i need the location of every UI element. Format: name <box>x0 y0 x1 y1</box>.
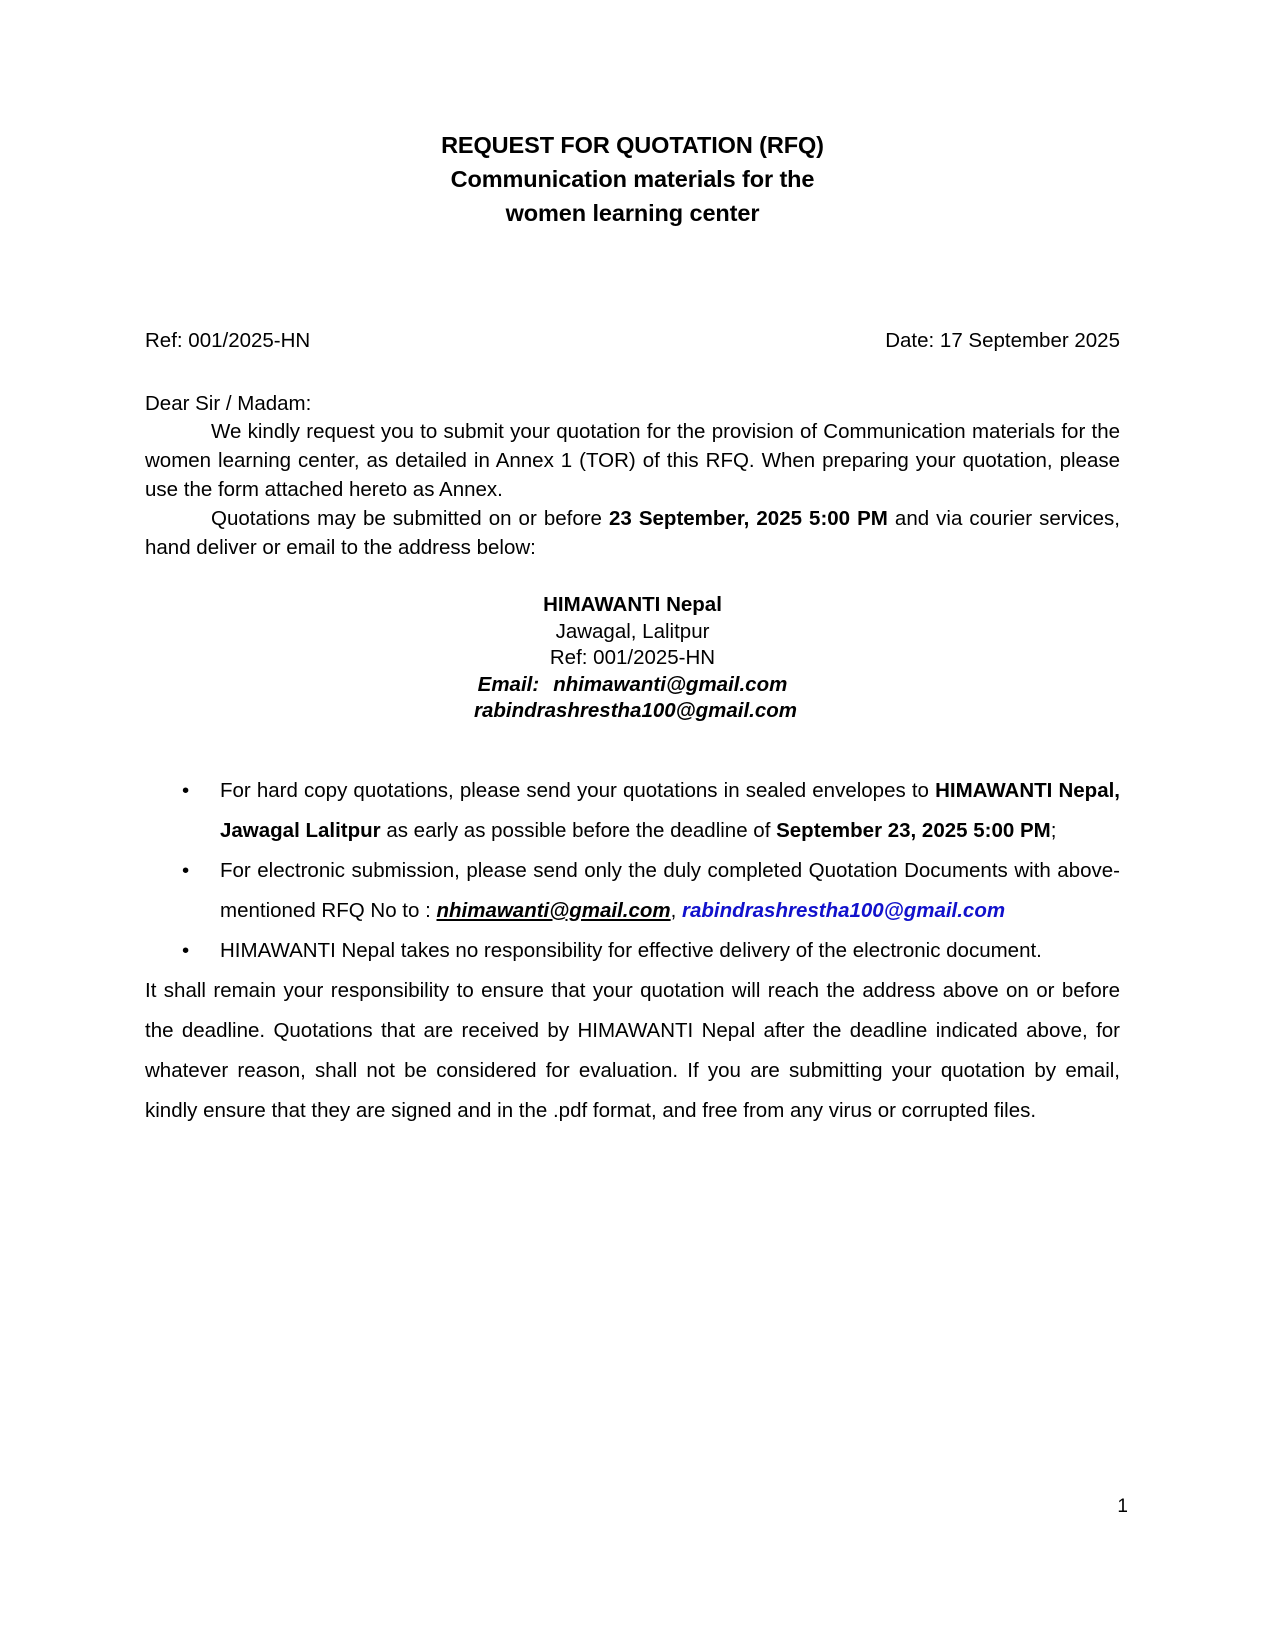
title-line-3: women learning center <box>505 200 760 226</box>
document-content <box>145 0 1120 1131</box>
bullet-1-bold-1: HIMAWANTI Nepal, Jawagal Lalitpur <box>220 778 1120 842</box>
deadline-paragraph <box>145 504 1120 562</box>
address-reference: Ref: 001/2025-HN <box>549 646 716 669</box>
list-item <box>145 851 1120 931</box>
address-email-line-1 <box>145 672 1120 699</box>
bullet-2-email-primary[interactable]: nhimawanti@gmail.com <box>436 898 671 922</box>
list-item <box>145 931 1120 971</box>
deadline-paragraph-part-1: Quotations may be submitted on or before <box>211 507 609 530</box>
bullet-1-part-3: ; <box>1050 818 1057 842</box>
title-line-1: REQUEST FOR QUOTATION (RFQ) <box>441 132 824 158</box>
document-title-block <box>145 0 1120 230</box>
bullet-1-part-1: For hard copy quotations, please send your quotations in sealed envelopes to <box>220 778 936 802</box>
intro-paragraph <box>145 417 1120 504</box>
bullet-dot-icon: • <box>182 778 190 802</box>
address-email-line-2 <box>145 698 1120 725</box>
reference-number: Ref: 001/2025-HN <box>145 329 311 352</box>
intro-paragraph-text: We kindly request you to submit your quotation for the provision of Communication materials for the women learning center, as detailed in Annex 1 (TOR) of this RFQ. When preparing your quotation, please use the form attached hereto as Annex. <box>145 420 1120 501</box>
title-line-2: Communication materials for the <box>450 166 815 192</box>
address-block <box>145 592 1120 725</box>
email-label: Email: <box>477 672 540 696</box>
bullet-2-part-1: For electronic submission, please send only the duly completed Quotation Documents with above-mentioned RFQ No to : <box>220 858 1120 922</box>
address-location: Jawagal, Lalitpur <box>555 619 710 643</box>
bullet-2-separator: , <box>670 898 683 922</box>
salutation: Dear Sir / Madam: <box>145 392 312 415</box>
bullet-1-part-2: as early as possible before the deadline of <box>380 818 777 842</box>
bullet-dot-icon: • <box>182 938 190 962</box>
address-email-2: rabindrashrestha100@gmail.com <box>473 699 798 722</box>
bullet-1-bold-2: September 23, 2025 5:00 PM <box>776 818 1051 842</box>
ref-date-row <box>145 328 1120 354</box>
bullet-2-email-secondary[interactable]: rabindrashrestha100@gmail.com <box>682 898 1006 922</box>
page-number: 1 <box>1117 1496 1128 1517</box>
submission-instructions-list <box>145 771 1120 971</box>
deadline-paragraph-part-2: and via courier services, hand deliver or email to the address below: <box>145 507 1120 559</box>
address-email-1: nhimawanti@gmail.com <box>553 672 788 696</box>
closing-paragraph: It shall remain your responsibility to ensure that your quotation will reach the address above on or before the deadline. Quotations that are received by HIMAWANTI Nepal after the deadline indicated above, for whatever reason, shall not be considered for evaluation. If you are submitting your quotation by email, kindly ensure that they are signed and in the .pdf format, and free from any virus or corrupted files. <box>145 978 1120 1122</box>
bullet-3-part-1: HIMAWANTI Nepal takes no responsibility for effective delivery of the electronic document. <box>220 938 1042 962</box>
address-organization: HIMAWANTI Nepal <box>543 593 722 616</box>
document-date: Date: 17 September 2025 <box>885 329 1120 352</box>
bullet-dot-icon: • <box>182 858 190 882</box>
deadline-datetime: 23 September, 2025 5:00 PM <box>609 507 888 530</box>
list-item <box>145 771 1120 851</box>
